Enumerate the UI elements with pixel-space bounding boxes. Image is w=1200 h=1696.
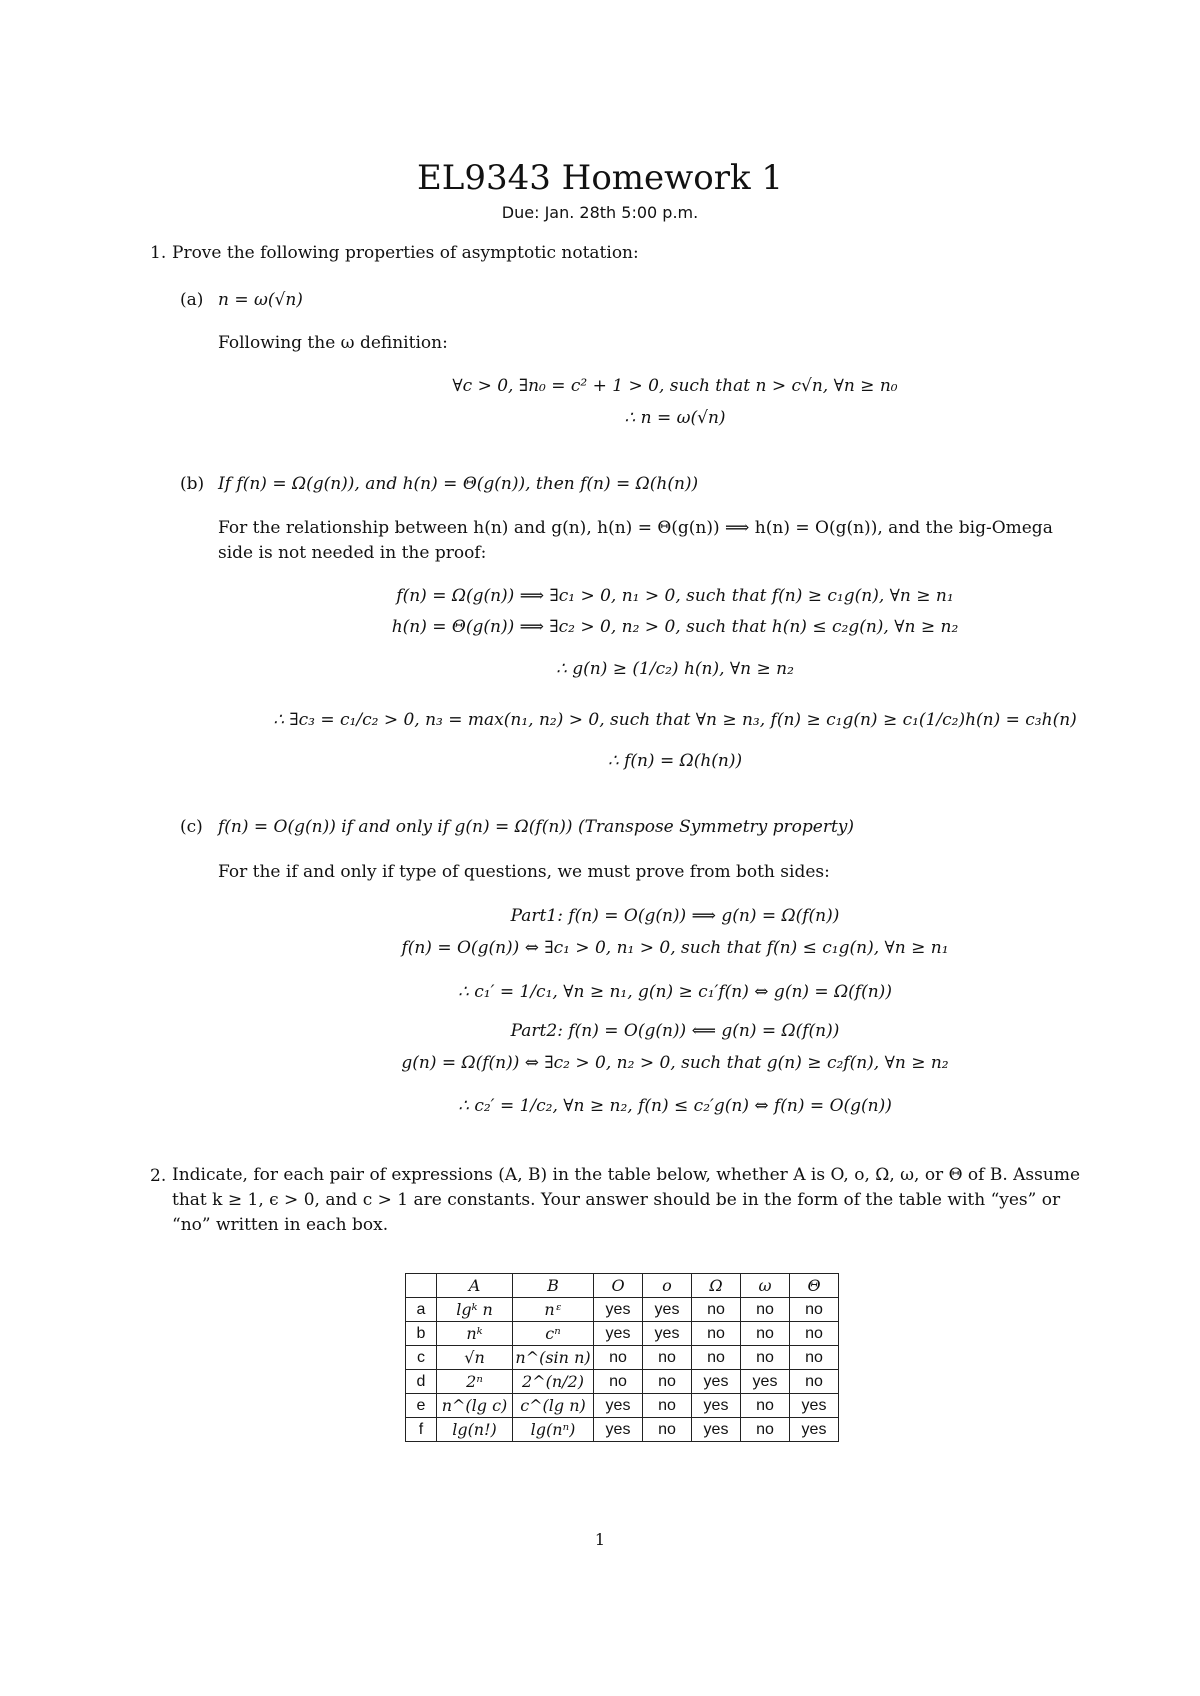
table-cell: lg(n!) (437, 1418, 513, 1442)
table-cell: 2ⁿ (437, 1370, 513, 1394)
table-cell: yes (741, 1370, 790, 1394)
table-cell: no (790, 1370, 839, 1394)
q1c-equation-5: g(n) = Ω(f(n)) ⇔ ∃c₂ > 0, n₂ > 0, such that g(n) ≥ c₂f(n), ∀n ≥ n₂ (401, 1053, 949, 1073)
table-cell: no (594, 1346, 643, 1370)
table-cell: cⁿ (513, 1322, 594, 1346)
table-cell: yes (790, 1418, 839, 1442)
table-cell: e (406, 1394, 437, 1418)
table-cell: yes (643, 1298, 692, 1322)
table-header: B (513, 1274, 594, 1298)
q1a-statement: n = ω(√n) (218, 290, 303, 310)
q1b-equation-1: f(n) = Ω(g(n)) ⟹ ∃c₁ > 0, n₁ > 0, such that f(n) ≥ c₁g(n), ∀n ≥ n₁ (396, 586, 954, 606)
table-cell: no (643, 1370, 692, 1394)
q1c-statement: f(n) = O(g(n)) if and only if g(n) = Ω(f(n)) (Transpose Symmetry property) (218, 817, 855, 837)
q1c-equation-2: f(n) = O(g(n)) ⇔ ∃c₁ > 0, n₁ > 0, such that f(n) ≤ c₁g(n), ∀n ≥ n₁ (401, 938, 949, 958)
table-row (406, 1370, 839, 1394)
table-cell: b (406, 1322, 437, 1346)
table-cell: d (406, 1370, 437, 1394)
table-header: O (594, 1274, 643, 1298)
table-row (406, 1346, 839, 1370)
q1c-label: (c) (180, 817, 203, 837)
table-header: ω (741, 1274, 790, 1298)
table-row (406, 1418, 839, 1442)
q1c-equation-3: ∴ c₁′ = 1/c₁, ∀n ≥ n₁, g(n) ≥ c₁′f(n) ⇔ g(n) = Ω(f(n)) (458, 982, 892, 1002)
table-cell: nᵏ (437, 1322, 513, 1346)
table-cell: yes (692, 1370, 741, 1394)
table-cell: a (406, 1298, 437, 1322)
table-cell: c (406, 1346, 437, 1370)
due-date: Due: Jan. 28th 5:00 p.m. (501, 203, 699, 222)
q1b-equation-5: ∴ f(n) = Ω(h(n)) (607, 751, 743, 771)
table-cell: no (692, 1322, 741, 1346)
q2-text: Indicate, for each pair of expressions (A, B) in the table below, whether A is O, o, Ω, ω, or Θ of B. Assume that k ≥ 1, ϵ > 0, and c > 1 are constants. Your answer should be in the form of the table with “yes” or “no” written in each box. (172, 1165, 1081, 1235)
table-cell: no (692, 1346, 741, 1370)
table-cell: yes (643, 1322, 692, 1346)
table-cell: no (790, 1298, 839, 1322)
table-header (406, 1274, 437, 1298)
table-cell: no (692, 1298, 741, 1322)
table-cell: lg(nⁿ) (513, 1418, 594, 1442)
table-header: Ω (692, 1274, 741, 1298)
table-cell: yes (790, 1394, 839, 1418)
q1-label: 1. (150, 243, 167, 263)
table-cell: nᵋ (513, 1298, 594, 1322)
table-cell: n^(lg c) (437, 1394, 513, 1418)
table-cell: n^(sin n) (513, 1346, 594, 1370)
table-cell: no (643, 1418, 692, 1442)
table-row (406, 1322, 839, 1346)
q1a-note: Following the ω definition: (218, 333, 448, 353)
table-row (406, 1298, 839, 1322)
table-row (406, 1394, 839, 1418)
q1a-equation-1: ∀c > 0, ∃n₀ = c² + 1 > 0, such that n > c√n, ∀n ≥ n₀ (452, 376, 898, 396)
q1b-label: (b) (180, 474, 205, 494)
table-header: Θ (790, 1274, 839, 1298)
table-cell: no (741, 1394, 790, 1418)
page-number: 1 (594, 1530, 606, 1549)
table-cell: 2^(n/2) (513, 1370, 594, 1394)
q1c-equation-4: Part2: f(n) = O(g(n)) ⟸ g(n) = Ω(f(n)) (510, 1021, 840, 1041)
document-title: EL9343 Homework 1 (416, 158, 784, 198)
table-cell: lgᵏ n (437, 1298, 513, 1322)
table-cell: no (790, 1346, 839, 1370)
table-cell: no (741, 1322, 790, 1346)
table-cell: yes (594, 1394, 643, 1418)
table-cell: yes (594, 1322, 643, 1346)
table-cell: no (790, 1322, 839, 1346)
q1b-equation-3: ∴ g(n) ≥ (1/c₂) h(n), ∀n ≥ n₂ (556, 659, 794, 679)
table-cell: c^(lg n) (513, 1394, 594, 1418)
table-cell: f (406, 1418, 437, 1442)
q1-text: Prove the following properties of asymptotic notation: (172, 243, 639, 263)
table-header: o (643, 1274, 692, 1298)
q1b-note: For the relationship between h(n) and g(n), h(n) = Θ(g(n)) ⟹ h(n) = O(g(n)), and the big-Omega side is not needed in the proof: (218, 518, 1053, 563)
table-cell: yes (692, 1418, 741, 1442)
table-cell: no (643, 1346, 692, 1370)
table-cell: no (594, 1370, 643, 1394)
table-cell: no (741, 1418, 790, 1442)
q1c-note: For the if and only if type of questions, we must prove from both sides: (218, 862, 830, 882)
q1b-equation-2: h(n) = Θ(g(n)) ⟹ ∃c₂ > 0, n₂ > 0, such that h(n) ≤ c₂g(n), ∀n ≥ n₂ (391, 617, 959, 637)
answer-table (405, 1273, 839, 1442)
q1c-equation-6: ∴ c₂′ = 1/c₂, ∀n ≥ n₂, f(n) ≤ c₂′g(n) ⇔ f(n) = O(g(n)) (458, 1096, 892, 1116)
q2-label: 2. (150, 1166, 167, 1186)
table-header: A (437, 1274, 513, 1298)
table-cell: no (643, 1394, 692, 1418)
table-cell: yes (594, 1418, 643, 1442)
q1b-statement: If f(n) = Ω(g(n)), and h(n) = Θ(g(n)), then f(n) = Ω(h(n)) (218, 474, 699, 494)
table-cell: yes (692, 1394, 741, 1418)
q1b-equation-4: ∴ ∃c₃ = c₁/c₂ > 0, n₃ = max(n₁, n₂) > 0, such that ∀n ≥ n₃, f(n) ≥ c₁g(n) ≥ c₁(1/c₂)h(n) = c₃h(n) (273, 710, 1077, 730)
table-cell: no (741, 1346, 790, 1370)
table-cell: yes (594, 1298, 643, 1322)
table-cell: √n (437, 1346, 513, 1370)
table-cell: no (741, 1298, 790, 1322)
table-header-row (406, 1274, 839, 1298)
q1a-label: (a) (180, 290, 204, 310)
q1a-equation-2: ∴ n = ω(√n) (624, 408, 726, 428)
q1c-equation-1: Part1: f(n) = O(g(n)) ⟹ g(n) = Ω(f(n)) (510, 906, 840, 926)
